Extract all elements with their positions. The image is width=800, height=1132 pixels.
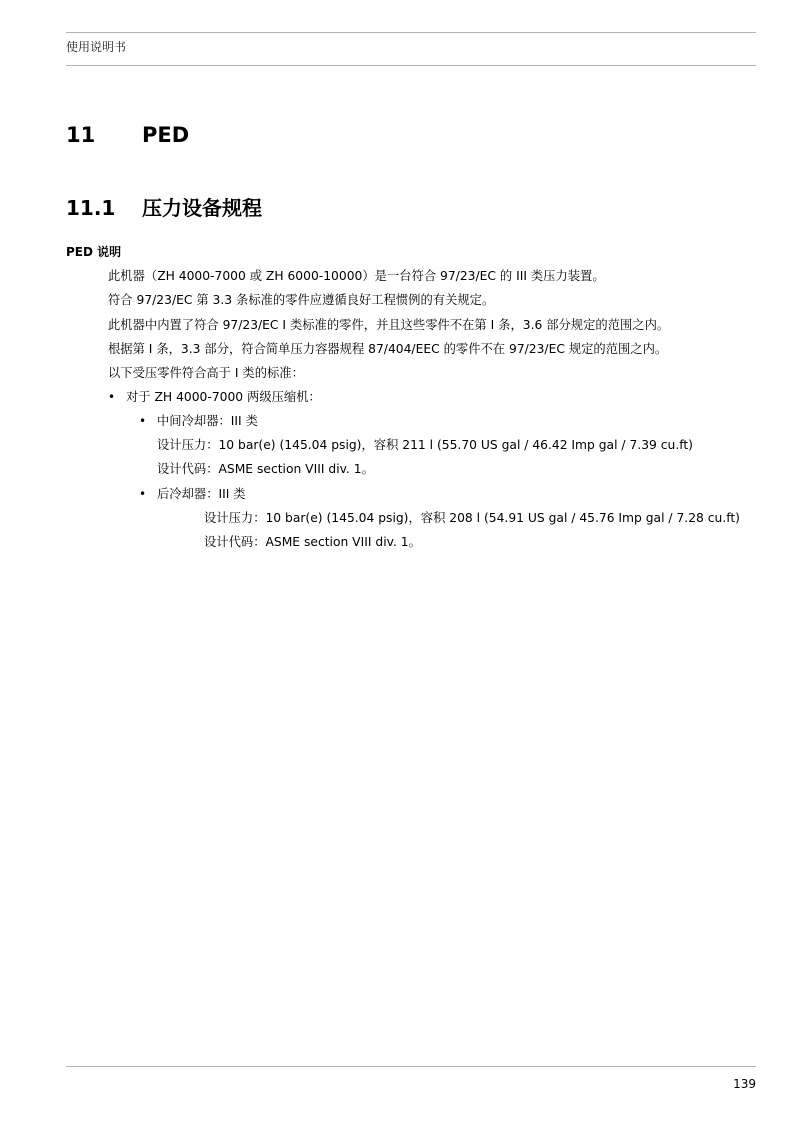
running-header: 使用说明书 bbox=[66, 40, 127, 54]
aftercooler-label: 后冷却器：III 类 bbox=[157, 487, 246, 501]
ped-paragraph-1: 此机器（ZH 4000-7000 或 ZH 6000-10000）是一台符合 97/23/EC 的 III 类压力装置。 bbox=[108, 269, 605, 283]
page-number: 139 bbox=[733, 1077, 756, 1091]
compressor-label: 对于 ZH 4000-7000 两级压缩机： bbox=[126, 390, 321, 404]
subsection-number: 11.1 bbox=[66, 196, 116, 220]
ped-paragraph-3: 此机器中内置了符合 97/23/EC I 类标准的零件，并且这些零件不在第 I 条，3.6 部分规定的范围之内。 bbox=[108, 318, 670, 332]
ped-heading: PED 说明 bbox=[66, 245, 122, 259]
footer-rule bbox=[66, 1066, 756, 1067]
intercooler-label: 中间冷却器：III 类 bbox=[157, 414, 258, 428]
header-bottom-rule bbox=[66, 65, 756, 66]
ped-paragraph-5: 以下受压零件符合高于 I 类的标准： bbox=[108, 366, 304, 380]
intercooler-design-code: 设计代码：ASME section VIII div. 1。 bbox=[157, 462, 374, 476]
bullet-aftercooler: • bbox=[139, 487, 147, 501]
ped-paragraph-4: 根据第 I 条，3.3 部分，符合简单压力容器规程 87/404/EEC 的零件不在 97/23/EC 规定的范围之内。 bbox=[108, 342, 668, 356]
header-top-rule bbox=[66, 32, 756, 33]
section-title: PED bbox=[142, 123, 190, 147]
intercooler-design-pressure: 设计压力：10 bar(e) (145.04 psig)，容积 211 l (55.70 US gal / 46.42 Imp gal / 7.39 cu.ft) bbox=[157, 438, 693, 452]
aftercooler-design-code: 设计代码：ASME section VIII div. 1。 bbox=[204, 535, 421, 549]
bullet-compressor: • bbox=[108, 390, 116, 404]
bullet-intercooler: • bbox=[139, 414, 147, 428]
subsection-title: 压力设备规程 bbox=[142, 196, 262, 220]
ped-paragraph-2: 符合 97/23/EC 第 3.3 条标准的零件应遵循良好工程惯例的有关规定。 bbox=[108, 293, 495, 307]
section-number: 11 bbox=[66, 123, 96, 147]
aftercooler-design-pressure: 设计压力：10 bar(e) (145.04 psig)，容积 208 l (54.91 US gal / 45.76 Imp gal / 7.28 cu.ft) bbox=[204, 511, 740, 525]
